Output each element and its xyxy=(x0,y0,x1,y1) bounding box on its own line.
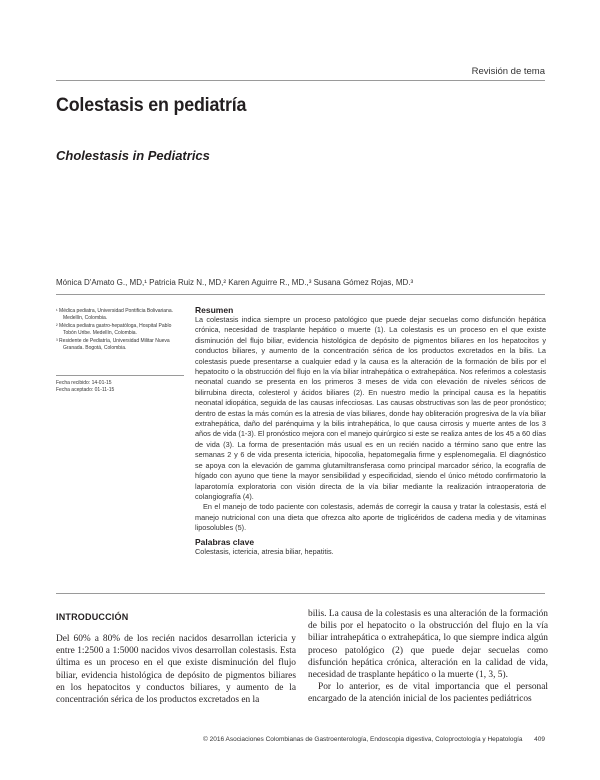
page-footer xyxy=(203,736,545,743)
affiliation-3: ³ Residente de Pediatría, Universidad Militar Nueva Granada. Bogotá, Colombia. xyxy=(56,338,170,351)
keywords-text: Colestasis, ictericia, atresia biliar, hepatitis. xyxy=(195,547,334,556)
intro-paragraph-1: Del 60% a 80% de los recién nacidos desarrollan ictericia y entre 1:2500 a 1:5000 nacidos vivos desarrollan colestasis. Esta última es un proceso en el que existe disminución del flujo biliar, evidencia histológica de depósito de pigmentos biliares en los hepatocitos y conductos biliares, y aumento de la concentración sérica de los productos excretados en la xyxy=(56,634,296,706)
footer-copyright: © 2016 Asociaciones Colombianas de Gastroenterología, Endoscopia digestiva, Coloproctología y Hepatología xyxy=(203,736,523,743)
affiliation-1: ¹ Médica pediatra, Universidad Pontificia Bolivariana. Medellín, Colombia. xyxy=(56,308,174,321)
abstract-paragraph-2: En el manejo de todo paciente con colestasis, además de corregir la causa y tratar la colestasis, está el manejo nutricional con una dieta que ofrezca alto aporte de triglicéridos de cadena media y de vitaminas liposolubles (5). xyxy=(195,502,546,533)
intro-paragraph-2: Por lo anterior, es de vital importancia que el personal encargado de la atención inicial de los pacientes pediátricos xyxy=(308,682,548,705)
header-rule xyxy=(56,80,545,81)
article-subtitle: Cholestasis in Pediatrics xyxy=(56,148,210,163)
abstract-paragraph-1: La colestasis indica siempre un proceso patológico que puede dejar secuelas como disfunción hepática crónica, necesidad de trasplante hepático o muerte (1). La colestasis es un proceso en el que existe disminución del flujo biliar, evidencia histológica de depósito de pigmentos biliares en los hepatocitos y conductos biliares, y aumento de la concentración sérica de los productos excretados en la bilis. La colestasis puede presentarse a cualquier edad y la causa es la alteración de la formación de bilis por el hepatocito o la obstrucción del flujo en la vía biliar intrahepática o extrahepática. Nos referimos a colestasis neonatal cuando se presenta en los primeros 3 meses de vida con elevación de niveles séricos de bilirrubina directa, colesterol y ácidos biliares (2). En nuestro medio la principal causa es la hepatitis neonatal idiopática, seguida de las causas infecciosas. Las causas obstructivas son las de peor pronóstico; dentro de estas la más común es la atresia de vías biliares, donde hay obliteración progresiva de la vía biliar extrahepática, daño del parénquima y la bilis intrahepática, lo que causa cirrosis y muerte antes de los 3 años de vida (1-3). El pronóstico mejora con el manejo quirúrgico si este se realiza antes de los 45 a 60 días de vida (3). La forma de presentación más usual es en un recién nacido a término sano que entre las semanas 2 y 6 de vida presenta ictericia, hipocolia, hepatomegalia firme y esplenomegalia. El diagnóstico se apoya con la elevación de gamma glutamiltransferasa como principal marcador sérico, la ecografía de hígado con ayuno que tiene la mayor sensibilidad y especificidad, siendo el único método confirmatorio la laparotomía exploratoria con visión directa de la vía biliar mediante la realización intraoperatoria de colangiografía (4). xyxy=(195,315,546,501)
affiliation-2: ² Médica pediatra gastro-hepatóloga, Hospital Pablo Tobón Uribe. Medellín, Colombia. xyxy=(56,323,172,336)
abstract-heading: Resumen xyxy=(195,305,234,315)
article-title: Colestasis en pediatría xyxy=(56,95,247,116)
body-column-right xyxy=(308,608,548,706)
date-received: Fecha recibido: 14-01-15 xyxy=(56,380,112,386)
section-label: Revisión de tema xyxy=(471,66,545,77)
intro-paragraph-1-cont: bilis. La causa de la colestasis es una alteración de la formación de bilis por el hepatocito o la obstrucción del flujo en la vía biliar intrahepática o extrahepática, lo que siempre indica algún proceso patológico (2) que puede dejar secuelas como disfunción hepática crónica, alteración en la calidad de vida, necesidad de trasplante hepático o la muerte (1, 3, 5). xyxy=(308,609,548,681)
body-column-left xyxy=(56,633,296,706)
dates-rule xyxy=(56,375,184,376)
abstract xyxy=(195,305,546,534)
affiliations xyxy=(56,308,184,353)
keywords-heading: Palabras clave xyxy=(195,537,255,547)
intro-heading: INTRODUCCIÓN xyxy=(56,612,129,622)
page-number: 409 xyxy=(534,736,545,743)
article-dates xyxy=(56,380,184,394)
authors-rule xyxy=(56,294,545,295)
keywords xyxy=(195,537,546,557)
author-list: Mónica D'Amato G., MD,¹ Patricia Ruiz N., MD,² Karen Aguirre R., MD.,³ Susana Gómez Rojas, MD.³ xyxy=(56,278,414,287)
body-rule xyxy=(56,593,545,594)
date-accepted: Fecha aceptado: 01-11-15 xyxy=(56,387,115,393)
